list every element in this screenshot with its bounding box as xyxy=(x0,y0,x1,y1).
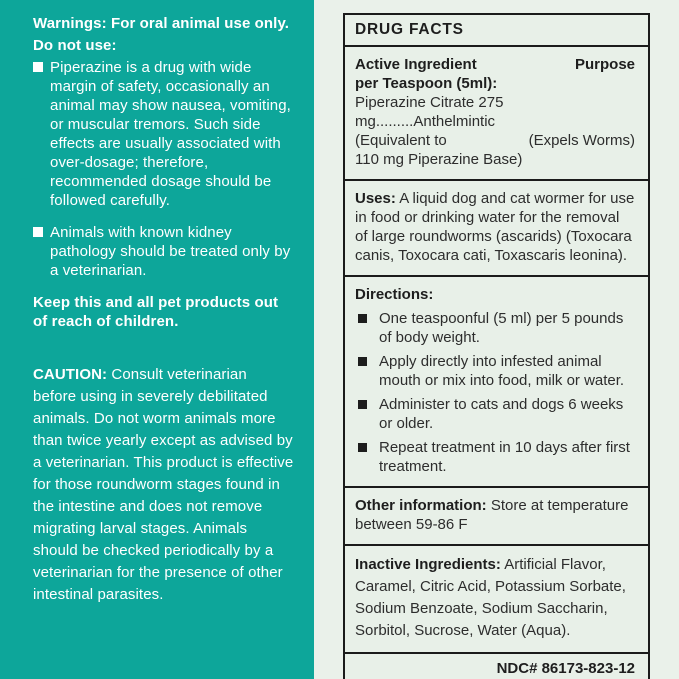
direction-item xyxy=(355,309,635,347)
direction-item xyxy=(355,438,635,476)
caution-label: CAUTION: xyxy=(33,366,108,383)
direction-text: Apply directly into infested animal mouth or mix into food, milk or water. xyxy=(379,353,625,389)
active-ingredient-heading-line2: per Teaspoon (5ml): xyxy=(355,75,498,92)
inactive-ingredients-section xyxy=(345,546,648,654)
purpose-heading: Purpose xyxy=(574,56,635,73)
active-ingredient-section xyxy=(345,47,648,181)
warning-bullet-text: Animals with known kidney pathology should be treated only by a veterinarian. xyxy=(50,224,291,279)
bullet-square-icon xyxy=(358,357,367,366)
other-information-section xyxy=(345,488,648,546)
purpose-value: (Expels Worms) xyxy=(528,132,635,149)
ndc-number: NDC# 86173-823-12 xyxy=(496,660,635,677)
equivalent-line2: 110 mg Piperazine Base) xyxy=(355,151,523,168)
uses-text: A liquid dog and cat wormer for use in food or drinking water for the removal of large roundworms (ascarids) (Toxocara canis, Toxocara cati, Toxascaris leonina). xyxy=(355,190,635,264)
direction-item xyxy=(355,352,635,390)
directions-label: Directions: xyxy=(355,286,434,303)
bullet-square-icon xyxy=(358,400,367,409)
bullet-square-icon xyxy=(358,443,367,452)
inactive-ingredients-text: Artificial Flavor, Caramel, Citric Acid, Potassium Sorbate, Sodium Benzoate, Sodium Saccharin, Sorbitol, Sucrose, Water (Aqua). xyxy=(355,556,626,639)
direction-item xyxy=(355,395,635,433)
drug-facts-title: DRUG FACTS xyxy=(345,15,648,47)
bullet-square-icon xyxy=(33,62,43,72)
warning-bullet-item xyxy=(33,223,294,280)
drug-facts-panel xyxy=(314,0,679,679)
other-information-text: Store at temperature between 59-86 F xyxy=(355,497,629,533)
drug-facts-box xyxy=(343,13,650,679)
uses-label: Uses: xyxy=(355,190,396,207)
direction-text: Repeat treatment in 10 days after first treatment. xyxy=(379,439,630,475)
equivalent-line1: (Equivalent to xyxy=(355,132,447,149)
directions-section xyxy=(345,277,648,488)
direction-text: One teaspoonful (5 ml) per 5 pounds of body weight. xyxy=(379,310,624,346)
warnings-panel xyxy=(0,0,314,679)
other-information-label: Other information: xyxy=(355,497,487,514)
caution-text: Consult veterinarian before using in severely debilitated animals. Do not worm animals more than twice yearly except as advised by a veterinarian. This product is effective for those roundworm stages found in the intestine and does not remove migrating larval stages. Animals should be checked periodically by a veterinarian for the presence of other intestinal parasites. xyxy=(33,366,294,603)
warning-bullet-item xyxy=(33,58,294,210)
keep-away-notice: Keep this and all pet products out of reach of children. xyxy=(33,294,279,330)
warning-bullet-text: Piperazine is a drug with wide margin of safety, occasionally an animal may show nausea, vomiting, or muscular tremors. Such side effects are usually associated with over-dosage; therefore, recommended dosage should be followed carefully. xyxy=(50,59,291,209)
warnings-title: Warnings: For oral animal use only. xyxy=(33,15,290,32)
do-not-use-label: Do not use: xyxy=(33,37,117,54)
caution-paragraph xyxy=(33,364,294,606)
uses-section xyxy=(345,181,648,277)
active-ingredient-heading: Active Ingredient xyxy=(355,56,477,73)
ingredient-row: Piperazine Citrate 275 mg.........Anthelmintic xyxy=(355,94,504,130)
bullet-square-icon xyxy=(358,314,367,323)
bullet-square-icon xyxy=(33,227,43,237)
direction-text: Administer to cats and dogs 6 weeks or older. xyxy=(379,396,624,432)
inactive-ingredients-label: Inactive Ingredients: xyxy=(355,556,501,573)
